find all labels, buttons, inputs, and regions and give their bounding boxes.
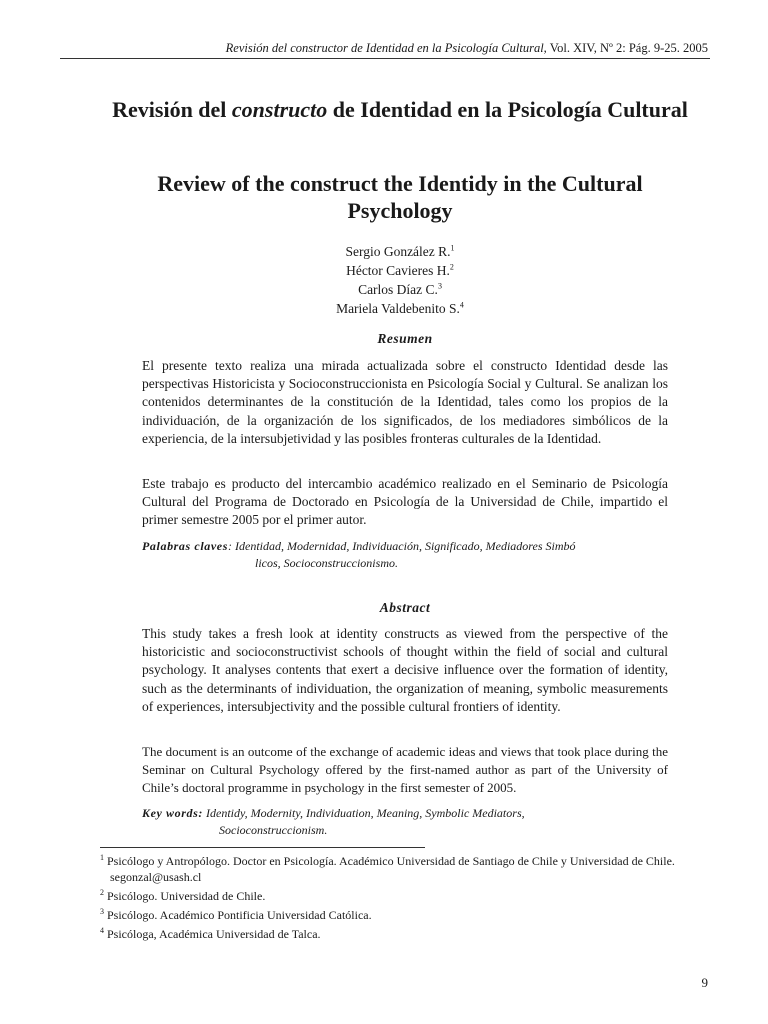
author (300, 299, 500, 318)
footnote-text: Psicólogo. Académico Pontificia Universidad Católica. (104, 908, 372, 922)
key-words-line2: Socioconstruccionism. (219, 823, 328, 837)
resumen-heading: Resumen (377, 331, 433, 346)
footnote (100, 853, 708, 885)
footnote (100, 907, 708, 923)
abstract-paragraph-1: This study takes a fresh look at identity constructs as viewed from the perspective of the historicistic and socioconstructivist schools of thought within the field of social and cultural psychology. It analyses contents that exert a decisive influence over the formation of identity, such as the determinants of individuation, the organization of meaning, symbolic measurements of experiences, intersubjectivity and the possible cultural frontiers of identity. (142, 626, 668, 714)
title-english: Review of the construct the Identidy in the Cultural Psychology (157, 171, 643, 223)
author (300, 261, 500, 280)
title-es-italic: constructo (231, 97, 328, 122)
footnote-number: 3 (100, 907, 104, 916)
author-name: Héctor Cavieres H. (346, 263, 450, 278)
running-header (60, 40, 708, 56)
key-words-line1: Identidy, Modernity, Individuation, Meaning, Symbolic Mediators, (203, 806, 525, 820)
resumen-paragraph-2: Este trabajo es producto del intercambio académico realizado en el Seminario de Psicología Cultural del Programa de Doctorado en Psicología de la Universidad de Chile, impartido el primer semestre 2005 por el primer autor. (142, 476, 668, 528)
footnote-number: 4 (100, 926, 104, 935)
footnote-text: Psicólogo. Universidad de Chile. (104, 889, 266, 903)
author-name: Mariela Valdebenito S. (336, 301, 460, 316)
author-name: Sergio González R. (345, 244, 451, 259)
page-number: 9 (701, 975, 708, 990)
footnotes (100, 853, 708, 945)
title-es-part1: Revisión del (112, 97, 232, 122)
abstract-paragraph-2: The document is an outcome of the exchange of academic ideas and views that took place during the Seminar on Cultural Psychology offered by the first-named author as part of the University of Chile’s doctoral programme in psychology in the first semester of 2005. (142, 744, 668, 796)
author-list (300, 242, 500, 318)
key-words (142, 805, 668, 839)
author (300, 242, 500, 261)
key-words-label: Key words: (142, 806, 203, 820)
footnote-mark: 4 (459, 300, 464, 310)
resumen-paragraph-1: El presente texto realiza una mirada actualizada sobre el constructo Identidad desde las perspectivas Historicista y Socioconstruccionista en Psicología Social y Cultural. Se analizan los contenidos determinantes de la constitución de la Identidad, tales como los propios de la individuación, de la organización de los significados, de los mediadores simbólicos de la experiencia, de la intersubjetividad y las posibles fronteras culturales de la Identidad. (142, 358, 668, 446)
journal-name: Revisión del constructor de Identidad en la Psicología Cultural, (225, 41, 547, 55)
footnote-text: Psicólogo y Antropólogo. Doctor en Psicología. Académico Universidad de Santiago de Chile y Universidad de Chile. segonzal@usash.cl (104, 854, 675, 884)
footnote-rule (100, 847, 425, 848)
abstract-heading: Abstract (379, 600, 431, 615)
footnote (100, 926, 708, 942)
footnote (100, 888, 708, 904)
footnote-number: 2 (100, 888, 104, 897)
footnote-mark: 2 (449, 262, 454, 272)
footnote-mark: 1 (450, 243, 455, 253)
footnote-mark: 3 (437, 281, 442, 291)
palabras-claves (142, 538, 668, 572)
palabras-claves-line2: licos, Socioconstruccionismo. (255, 556, 398, 570)
header-rule (60, 58, 710, 59)
title-es-part2: de Identidad en la Psicología Cultural (327, 97, 688, 122)
palabras-claves-line1: : Identidad, Modernidad, Individuación, Significado, Mediadores Simbó (228, 539, 576, 553)
palabras-claves-label: Palabras claves (142, 539, 228, 553)
footnote-number: 1 (100, 853, 104, 862)
author-name: Carlos Díaz C. (358, 282, 438, 297)
volume-info: Vol. XIV, Nº 2: Pág. 9-25. 2005 (546, 41, 708, 55)
footnote-text: Psicóloga, Académica Universidad de Talca. (104, 927, 321, 941)
title-spanish (110, 96, 690, 123)
author (300, 280, 500, 299)
